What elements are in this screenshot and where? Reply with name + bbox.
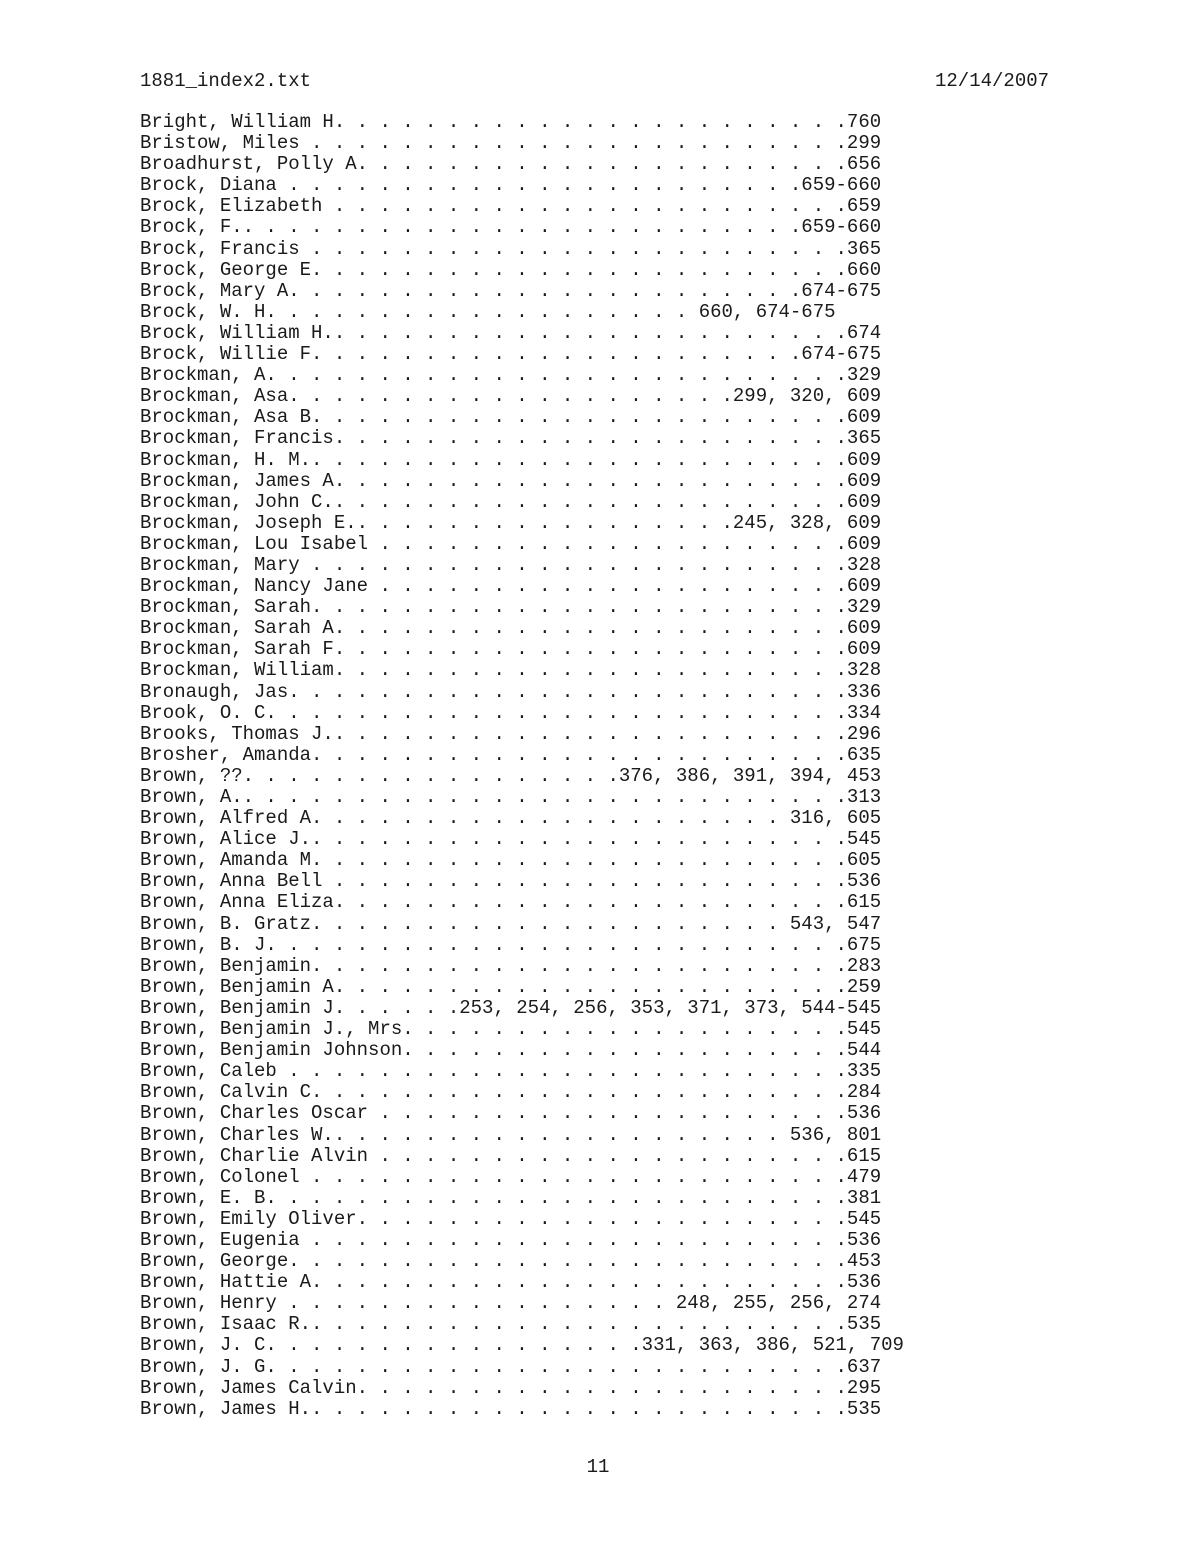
index-entry: Brown, Benjamin. . . . . . . . . . . . . . . . . . . . . . . .283	[140, 954, 882, 977]
index-entry: Brown, Amanda M. . . . . . . . . . . . . . . . . . . . . . . .605	[140, 849, 882, 872]
index-entry: Brown, Benjamin Johnson. . . . . . . . . . . . . . . . . . . .544	[140, 1039, 882, 1062]
index-entry: Brock, Diana . . . . . . . . . . . . . . . . . . . . . . .659-660	[140, 174, 882, 197]
index-entry: Brockman, Mary . . . . . . . . . . . . . . . . . . . . . . . .328	[140, 553, 882, 576]
index-entry: Brooks, Thomas J.. . . . . . . . . . . . . . . . . . . . . . .296	[140, 722, 882, 745]
index-entry: Brown, George. . . . . . . . . . . . . . . . . . . . . . . . .453	[140, 1250, 882, 1273]
index-entry: Brockman, Asa B. . . . . . . . . . . . . . . . . . . . . . . .609	[140, 406, 882, 429]
index-entry: Brockman, Sarah F. . . . . . . . . . . . . . . . . . . . . . .609	[140, 638, 882, 661]
index-entry: Bright, William H. . . . . . . . . . . . . . . . . . . . . . .760	[140, 111, 882, 133]
index-entry: Brockman, H. M.. . . . . . . . . . . . . . . . . . . . . . . .609	[140, 448, 882, 471]
index-entry: Brown, A.. . . . . . . . . . . . . . . . . . . . . . . . . . .313	[140, 786, 882, 808]
index-list	[140, 112, 904, 1420]
index-entry: Brockman, Francis. . . . . . . . . . . . . . . . . . . . . . .365	[140, 427, 882, 450]
index-entry: Brown, J. C. . . . . . . . . . . . . . . . .331, 363, 386, 521, 709	[140, 1334, 904, 1357]
print-date: 12/14/2007	[935, 70, 1050, 92]
index-entry: Brown, B. J. . . . . . . . . . . . . . . . . . . . . . . . . .675	[140, 933, 882, 956]
index-entry: Brock, William H.. . . . . . . . . . . . . . . . . . . . . . .674	[140, 321, 882, 344]
index-entry: Brown, Charlie Alvin . . . . . . . . . . . . . . . . . . . . .615	[140, 1144, 882, 1167]
page-number: 11	[586, 1456, 610, 1478]
index-entry: Brockman, John C.. . . . . . . . . . . . . . . . . . . . . . .609	[140, 490, 882, 513]
index-entry: Brockman, James A. . . . . . . . . . . . . . . . . . . . . . .609	[140, 469, 882, 492]
index-entry: Brown, Anna Eliza. . . . . . . . . . . . . . . . . . . . . . .615	[140, 891, 882, 914]
index-entry: Brock, Elizabeth . . . . . . . . . . . . . . . . . . . . . . .659	[140, 195, 882, 218]
index-entry: Brock, W. H. . . . . . . . . . . . . . . . . . . 660, 674-675	[140, 300, 836, 323]
index-entry: Brown, Hattie A. . . . . . . . . . . . . . . . . . . . . . . .536	[140, 1271, 882, 1294]
index-entry: Brockman, Sarah A. . . . . . . . . . . . . . . . . . . . . . .609	[140, 617, 882, 640]
index-entry: Brown, Emily Oliver. . . . . . . . . . . . . . . . . . . . . .545	[140, 1207, 882, 1230]
index-entry: Brock, George E. . . . . . . . . . . . . . . . . . . . . . . .660	[140, 258, 882, 281]
index-entry: Brockman, Sarah. . . . . . . . . . . . . . . . . . . . . . . .329	[140, 596, 882, 619]
index-entry: Brown, Caleb . . . . . . . . . . . . . . . . . . . . . . . . .335	[140, 1060, 882, 1083]
index-entry: Bronaugh, Jas. . . . . . . . . . . . . . . . . . . . . . . . .336	[140, 680, 882, 703]
index-entry: Brock, F.. . . . . . . . . . . . . . . . . . . . . . . . .659-660	[140, 216, 882, 239]
index-entry: Brown, J. G. . . . . . . . . . . . . . . . . . . . . . . . . .637	[140, 1355, 882, 1378]
index-entry: Brockman, Asa. . . . . . . . . . . . . . . . . . . .299, 320, 609	[140, 385, 882, 408]
index-entry: Brown, Anna Bell . . . . . . . . . . . . . . . . . . . . . . .536	[140, 870, 882, 893]
index-entry: Brown, James H.. . . . . . . . . . . . . . . . . . . . . . . .535	[140, 1397, 882, 1420]
index-entry: Brown, Benjamin J., Mrs. . . . . . . . . . . . . . . . . . . .545	[140, 1018, 882, 1041]
index-entry: Brown, Henry . . . . . . . . . . . . . . . . . 248, 255, 256, 274	[140, 1292, 882, 1315]
index-entry: Brown, Alfred A. . . . . . . . . . . . . . . . . . . . . 316, 605	[140, 807, 882, 830]
index-entry: Brown, Benjamin A. . . . . . . . . . . . . . . . . . . . . . .259	[140, 975, 882, 998]
index-entry: Brock, Mary A. . . . . . . . . . . . . . . . . . . . . . .674-675	[140, 279, 882, 302]
index-entry: Brown, Colonel . . . . . . . . . . . . . . . . . . . . . . . .479	[140, 1165, 882, 1188]
index-entry: Brockman, Nancy Jane . . . . . . . . . . . . . . . . . . . . .609	[140, 575, 882, 598]
index-entry: Brown, B. Gratz. . . . . . . . . . . . . . . . . . . . . 543, 547	[140, 912, 882, 935]
index-entry: Brockman, William. . . . . . . . . . . . . . . . . . . . . . .328	[140, 659, 882, 682]
index-entry: Brook, O. C. . . . . . . . . . . . . . . . . . . . . . . . . .334	[140, 701, 882, 724]
index-entry: Brockman, Joseph E.. . . . . . . . . . . . . . . . .245, 328, 609	[140, 511, 882, 534]
index-entry: Brown, Calvin C. . . . . . . . . . . . . . . . . . . . . . . .284	[140, 1081, 882, 1104]
index-entry: Brock, Francis . . . . . . . . . . . . . . . . . . . . . . . .365	[140, 237, 882, 260]
index-entry: Brown, James Calvin. . . . . . . . . . . . . . . . . . . . . .295	[140, 1376, 882, 1399]
file-name: 1881_index2.txt	[140, 70, 312, 92]
index-entry: Brockman, A. . . . . . . . . . . . . . . . . . . . . . . . . .329	[140, 364, 882, 387]
index-entry: Brown, Charles W.. . . . . . . . . . . . . . . . . . . . 536, 801	[140, 1123, 882, 1146]
index-entry: Broadhurst, Polly A. . . . . . . . . . . . . . . . . . . . . .656	[140, 153, 882, 176]
index-entry: Brown, E. B. . . . . . . . . . . . . . . . . . . . . . . . . .381	[140, 1186, 882, 1209]
index-entry: Brown, Isaac R.. . . . . . . . . . . . . . . . . . . . . . . .535	[140, 1313, 882, 1336]
index-entry: Brown, Alice J.. . . . . . . . . . . . . . . . . . . . . . . .545	[140, 828, 882, 851]
index-entry: Brock, Willie F. . . . . . . . . . . . . . . . . . . . . .674-675	[140, 343, 882, 366]
index-entry: Brown, Benjamin J. . . . . .253, 254, 256, 353, 371, 373, 544-545	[140, 996, 882, 1019]
index-entry: Brown, Eugenia . . . . . . . . . . . . . . . . . . . . . . . .536	[140, 1228, 882, 1251]
index-entry: Brosher, Amanda. . . . . . . . . . . . . . . . . . . . . . . .635	[140, 743, 882, 766]
index-entry: Brown, Charles Oscar . . . . . . . . . . . . . . . . . . . . .536	[140, 1102, 882, 1125]
index-entry: Bristow, Miles . . . . . . . . . . . . . . . . . . . . . . . .299	[140, 132, 882, 155]
index-entry: Brown, ??. . . . . . . . . . . . . . . . .376, 386, 391, 394, 453	[140, 764, 882, 787]
index-entry: Brockman, Lou Isabel . . . . . . . . . . . . . . . . . . . . .609	[140, 532, 882, 555]
